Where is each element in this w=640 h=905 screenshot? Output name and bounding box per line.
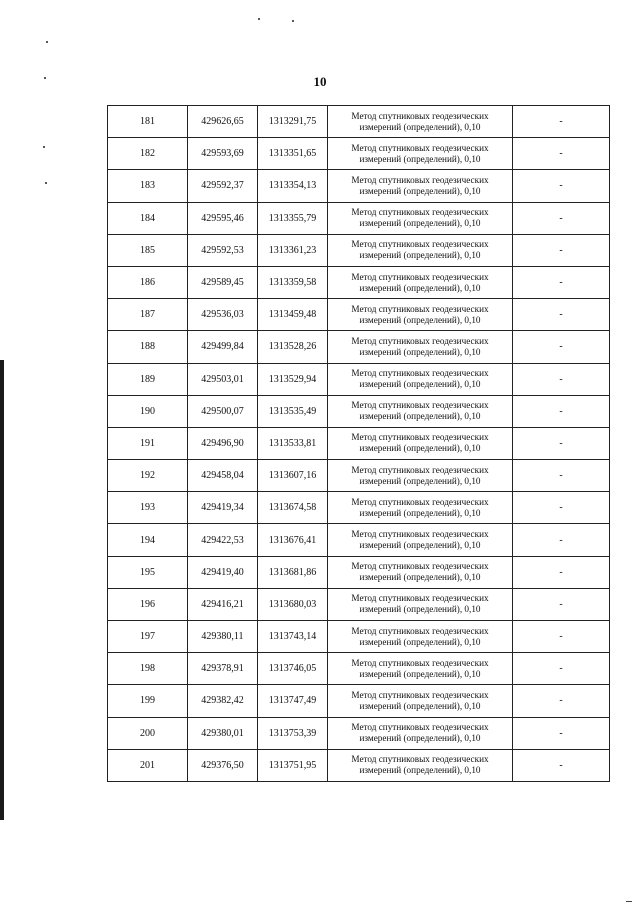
method-cell xyxy=(328,460,513,492)
table-row xyxy=(108,556,610,588)
y-coordinate-cell: 1313354,13 xyxy=(258,170,328,202)
table-row xyxy=(108,685,610,717)
method-line-1: Метод спутниковых геодезических xyxy=(351,432,489,443)
mark-cell: - xyxy=(513,685,610,717)
table-row xyxy=(108,395,610,427)
mark-cell: - xyxy=(513,427,610,459)
scan-speck xyxy=(43,146,45,148)
method-line-2: измерений (определений), 0,10 xyxy=(359,121,481,132)
table-row xyxy=(108,299,610,331)
y-coordinate-cell: 1313747,49 xyxy=(258,685,328,717)
point-number-cell: 193 xyxy=(108,492,188,524)
mark-cell: - xyxy=(513,492,610,524)
method-line-1: Метод спутниковых геодезических xyxy=(351,689,489,700)
method-line-2: измерений (определений), 0,10 xyxy=(359,153,481,164)
method-line-1: Метод спутниковых геодезических xyxy=(351,400,489,411)
method-line-1: Метод спутниковых геодезических xyxy=(351,593,489,604)
y-coordinate-cell: 1313751,95 xyxy=(258,749,328,781)
point-number-cell: 181 xyxy=(108,106,188,138)
mark-cell: - xyxy=(513,106,610,138)
method-cell xyxy=(328,106,513,138)
table-row xyxy=(108,588,610,620)
x-coordinate-cell: 429500,07 xyxy=(188,395,258,427)
method-line-2: измерений (определений), 0,10 xyxy=(359,282,481,293)
point-number-cell: 185 xyxy=(108,234,188,266)
method-cell xyxy=(328,717,513,749)
method-line-1: Метод спутниковых геодезических xyxy=(351,335,489,346)
method-cell xyxy=(328,234,513,266)
point-number-cell: 189 xyxy=(108,363,188,395)
method-line-2: измерений (определений), 0,10 xyxy=(359,314,481,325)
table-row xyxy=(108,138,610,170)
x-coordinate-cell: 429419,34 xyxy=(188,492,258,524)
method-line-1: Метод спутниковых геодезических xyxy=(351,625,489,636)
method-cell xyxy=(328,556,513,588)
point-number-cell: 200 xyxy=(108,717,188,749)
scan-speck xyxy=(46,41,48,43)
point-number-cell: 188 xyxy=(108,331,188,363)
method-cell xyxy=(328,685,513,717)
table-row xyxy=(108,331,610,363)
y-coordinate-cell: 1313533,81 xyxy=(258,427,328,459)
y-coordinate-cell: 1313743,14 xyxy=(258,621,328,653)
y-coordinate-cell: 1313355,79 xyxy=(258,202,328,234)
method-cell xyxy=(328,331,513,363)
method-line-2: измерений (определений), 0,10 xyxy=(359,507,481,518)
x-coordinate-cell: 429380,11 xyxy=(188,621,258,653)
point-number-cell: 183 xyxy=(108,170,188,202)
table-body xyxy=(108,106,610,782)
method-line-1: Метод спутниковых геодезических xyxy=(351,464,489,475)
point-number-cell: 184 xyxy=(108,202,188,234)
x-coordinate-cell: 429380,01 xyxy=(188,717,258,749)
method-cell xyxy=(328,492,513,524)
table-row xyxy=(108,427,610,459)
y-coordinate-cell: 1313459,48 xyxy=(258,299,328,331)
scan-mark xyxy=(626,901,632,902)
x-coordinate-cell: 429589,45 xyxy=(188,266,258,298)
method-cell xyxy=(328,138,513,170)
method-cell xyxy=(328,524,513,556)
x-coordinate-cell: 429419,40 xyxy=(188,556,258,588)
method-line-2: измерений (определений), 0,10 xyxy=(359,411,481,422)
y-coordinate-cell: 1313535,49 xyxy=(258,395,328,427)
method-line-1: Метод спутниковых геодезических xyxy=(351,722,489,733)
method-line-2: измерений (определений), 0,10 xyxy=(359,604,481,615)
coordinates-table xyxy=(107,105,610,782)
method-cell xyxy=(328,588,513,620)
point-number-cell: 191 xyxy=(108,427,188,459)
method-line-2: измерений (определений), 0,10 xyxy=(359,636,481,647)
point-number-cell: 199 xyxy=(108,685,188,717)
x-coordinate-cell: 429503,01 xyxy=(188,363,258,395)
method-cell xyxy=(328,299,513,331)
point-number-cell: 192 xyxy=(108,460,188,492)
y-coordinate-cell: 1313291,75 xyxy=(258,106,328,138)
x-coordinate-cell: 429458,04 xyxy=(188,460,258,492)
x-coordinate-cell: 429382,42 xyxy=(188,685,258,717)
method-line-2: измерений (определений), 0,10 xyxy=(359,185,481,196)
scan-speck xyxy=(258,18,260,20)
table-row xyxy=(108,363,610,395)
table-row xyxy=(108,106,610,138)
mark-cell: - xyxy=(513,556,610,588)
method-cell xyxy=(328,202,513,234)
mark-cell: - xyxy=(513,331,610,363)
table-row xyxy=(108,266,610,298)
method-cell xyxy=(328,653,513,685)
mark-cell: - xyxy=(513,170,610,202)
x-coordinate-cell: 429378,91 xyxy=(188,653,258,685)
method-line-1: Метод спутниковых геодезических xyxy=(351,496,489,507)
x-coordinate-cell: 429499,84 xyxy=(188,331,258,363)
y-coordinate-cell: 1313746,05 xyxy=(258,653,328,685)
table-row xyxy=(108,492,610,524)
mark-cell: - xyxy=(513,588,610,620)
method-line-1: Метод спутниковых геодезических xyxy=(351,303,489,314)
method-line-2: измерений (определений), 0,10 xyxy=(359,379,481,390)
mark-cell: - xyxy=(513,717,610,749)
mark-cell: - xyxy=(513,395,610,427)
method-line-1: Метод спутниковых геодезических xyxy=(351,368,489,379)
scan-edge-shadow xyxy=(0,360,4,820)
method-line-1: Метод спутниковых геодезических xyxy=(351,174,489,185)
method-line-2: измерений (определений), 0,10 xyxy=(359,250,481,261)
x-coordinate-cell: 429595,46 xyxy=(188,202,258,234)
method-cell xyxy=(328,395,513,427)
x-coordinate-cell: 429592,37 xyxy=(188,170,258,202)
y-coordinate-cell: 1313528,26 xyxy=(258,331,328,363)
table-row xyxy=(108,749,610,781)
point-number-cell: 196 xyxy=(108,588,188,620)
method-cell xyxy=(328,427,513,459)
x-coordinate-cell: 429416,21 xyxy=(188,588,258,620)
page-number: 10 xyxy=(313,74,327,89)
scan-speck xyxy=(292,20,294,22)
x-coordinate-cell: 429592,53 xyxy=(188,234,258,266)
point-number-cell: 194 xyxy=(108,524,188,556)
mark-cell: - xyxy=(513,749,610,781)
table-row xyxy=(108,202,610,234)
method-line-1: Метод спутниковых геодезических xyxy=(351,239,489,250)
point-number-cell: 201 xyxy=(108,749,188,781)
table-row xyxy=(108,460,610,492)
method-line-2: измерений (определений), 0,10 xyxy=(359,540,481,551)
y-coordinate-cell: 1313351,65 xyxy=(258,138,328,170)
y-coordinate-cell: 1313676,41 xyxy=(258,524,328,556)
method-cell xyxy=(328,621,513,653)
x-coordinate-cell: 429593,69 xyxy=(188,138,258,170)
method-line-1: Метод спутниковых геодезических xyxy=(351,754,489,765)
table-row xyxy=(108,524,610,556)
y-coordinate-cell: 1313680,03 xyxy=(258,588,328,620)
method-line-2: измерений (определений), 0,10 xyxy=(359,668,481,679)
y-coordinate-cell: 1313607,16 xyxy=(258,460,328,492)
mark-cell: - xyxy=(513,266,610,298)
y-coordinate-cell: 1313361,23 xyxy=(258,234,328,266)
x-coordinate-cell: 429496,90 xyxy=(188,427,258,459)
method-line-1: Метод спутниковых геодезических xyxy=(351,271,489,282)
point-number-cell: 198 xyxy=(108,653,188,685)
x-coordinate-cell: 429376,50 xyxy=(188,749,258,781)
y-coordinate-cell: 1313681,86 xyxy=(258,556,328,588)
method-line-2: измерений (определений), 0,10 xyxy=(359,443,481,454)
method-line-2: измерений (определений), 0,10 xyxy=(359,765,481,776)
method-line-1: Метод спутниковых геодезических xyxy=(351,561,489,572)
method-line-2: измерений (определений), 0,10 xyxy=(359,475,481,486)
point-number-cell: 197 xyxy=(108,621,188,653)
method-line-2: измерений (определений), 0,10 xyxy=(359,346,481,357)
table-row xyxy=(108,170,610,202)
y-coordinate-cell: 1313359,58 xyxy=(258,266,328,298)
method-line-1: Метод спутниковых геодезических xyxy=(351,207,489,218)
point-number-cell: 190 xyxy=(108,395,188,427)
method-cell xyxy=(328,749,513,781)
y-coordinate-cell: 1313753,39 xyxy=(258,717,328,749)
point-number-cell: 187 xyxy=(108,299,188,331)
table-row xyxy=(108,717,610,749)
scan-speck xyxy=(45,182,47,184)
method-line-2: измерений (определений), 0,10 xyxy=(359,218,481,229)
point-number-cell: 182 xyxy=(108,138,188,170)
point-number-cell: 186 xyxy=(108,266,188,298)
method-line-1: Метод спутниковых геодезических xyxy=(351,529,489,540)
method-cell xyxy=(328,266,513,298)
y-coordinate-cell: 1313674,58 xyxy=(258,492,328,524)
table-row xyxy=(108,621,610,653)
x-coordinate-cell: 429536,03 xyxy=(188,299,258,331)
point-number-cell: 195 xyxy=(108,556,188,588)
mark-cell: - xyxy=(513,621,610,653)
method-line-2: измерений (определений), 0,10 xyxy=(359,572,481,583)
method-line-1: Метод спутниковых геодезических xyxy=(351,110,489,121)
mark-cell: - xyxy=(513,363,610,395)
mark-cell: - xyxy=(513,234,610,266)
mark-cell: - xyxy=(513,299,610,331)
method-line-1: Метод спутниковых геодезических xyxy=(351,142,489,153)
table-row xyxy=(108,653,610,685)
table-row xyxy=(108,234,610,266)
mark-cell: - xyxy=(513,524,610,556)
mark-cell: - xyxy=(513,202,610,234)
method-line-2: измерений (определений), 0,10 xyxy=(359,700,481,711)
method-cell xyxy=(328,363,513,395)
mark-cell: - xyxy=(513,138,610,170)
method-line-1: Метод спутниковых геодезических xyxy=(351,657,489,668)
method-cell xyxy=(328,170,513,202)
x-coordinate-cell: 429626,65 xyxy=(188,106,258,138)
method-line-2: измерений (определений), 0,10 xyxy=(359,733,481,744)
mark-cell: - xyxy=(513,653,610,685)
y-coordinate-cell: 1313529,94 xyxy=(258,363,328,395)
x-coordinate-cell: 429422,53 xyxy=(188,524,258,556)
mark-cell: - xyxy=(513,460,610,492)
